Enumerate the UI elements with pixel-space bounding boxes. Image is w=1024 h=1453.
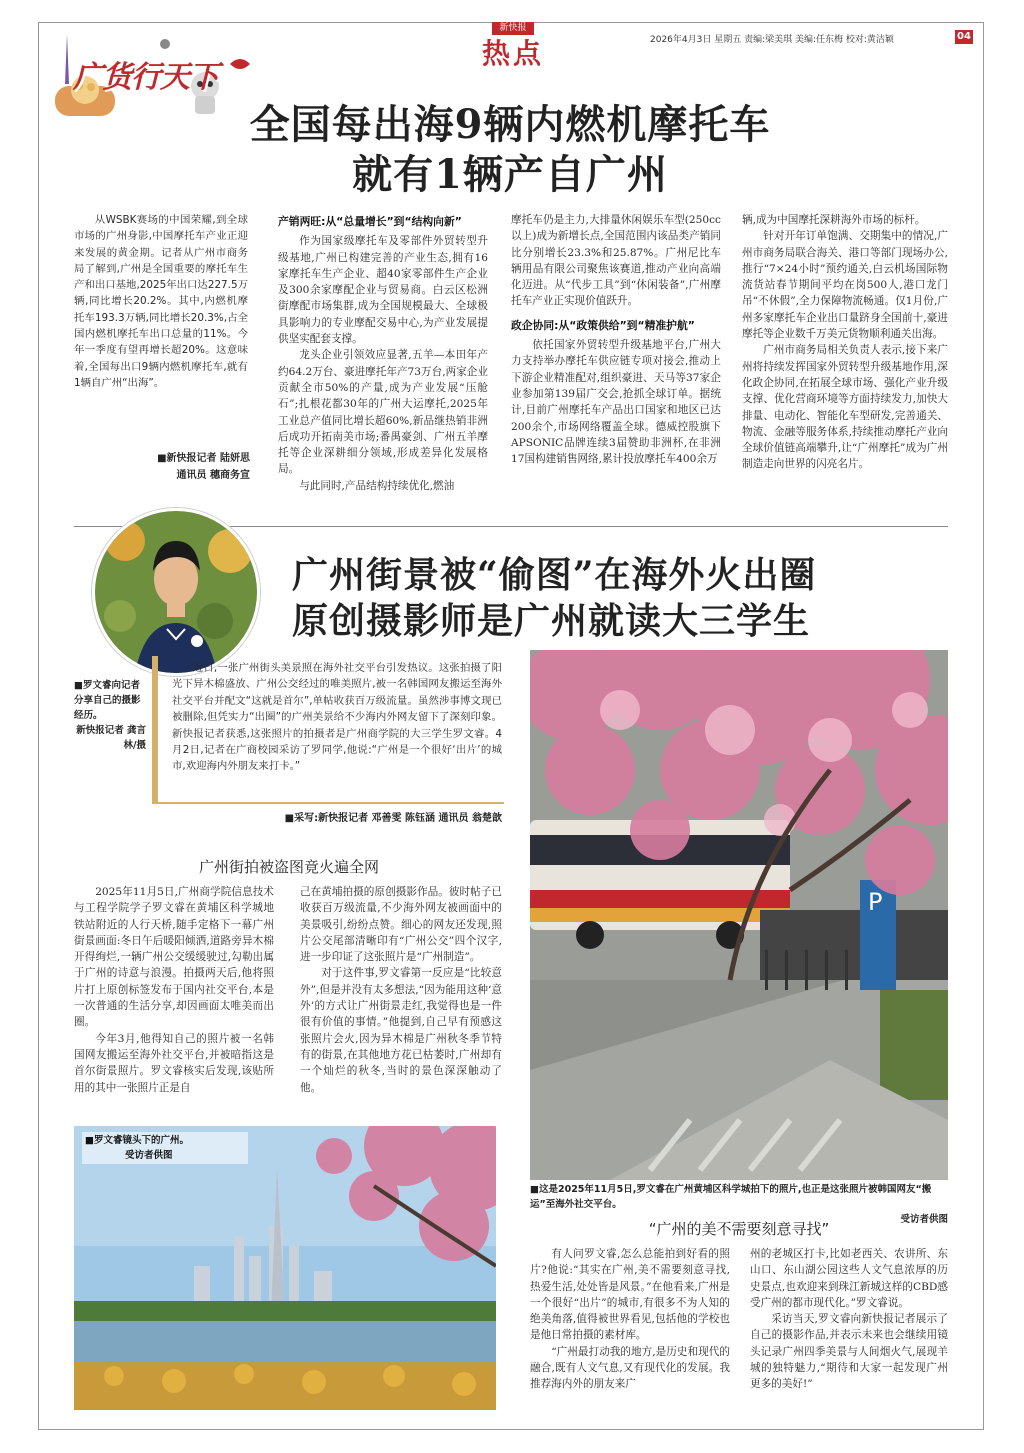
skyline-photo-art [74, 1126, 496, 1410]
story2-r1-p1: 有人问罗文睿,怎么总能拍到好看的照片?他说:“其实在广州,美不需要刻意寻找,热爱生活,处处皆是风景。”在他看来,广州是一个很好“出片”的城市,有很多不为人知的绝美角落,值得被世界看见,包括他的学校也是他日常拍摄的素材库。 [530, 1248, 730, 1342]
story2-r2-p2: 采访当天,罗文睿向新快报记者展示了自己的摄影作品,并表示未来也会继续用镜头记录广州四季美景与人间烟火气,展现羊城的独特魅力,“期待和大家一起发现广州更多的美好!” [750, 1313, 948, 1391]
svg-text:P: P [868, 888, 883, 916]
street-photo [530, 650, 948, 1180]
story2-left-col [74, 884, 274, 1096]
story2-headline-line1: 广州街景被“偷图”在海外火出圈 [292, 554, 817, 596]
story2-byline: ■采写:新快报记者 邓善雯 陈钰涵 通讯员 翁楚歆 [284, 813, 502, 824]
story2-right-col2 [750, 1246, 948, 1393]
street-photo-credit: 受访者供图 [900, 1214, 948, 1225]
story1-col2 [278, 212, 488, 494]
story1-col4-p3: 广州市商务局相关负责人表示,接下来广州将持续发挥国家外贸转型升级基地作用,深化政企协同,在拓展全球市场、强化产业升级支撑、优化营商环境等方面持续发力,加快大排量、电动化、智能化车型研发,完善通关、物流、金融等服务体系,持续推动摩托产业向全球价值链高端攀升,让“广州摩托”成为广州制造走向世界的闪亮名片。 [742, 344, 948, 471]
story2-headline-line2: 原创摄影师是广州就读大三学生 [292, 600, 811, 642]
skyline-caption [82, 1132, 248, 1164]
skyline-caption-text: ■罗文睿镜头下的广州。 [85, 1135, 189, 1146]
portrait-art [95, 511, 257, 673]
story1-byline [120, 450, 250, 484]
subhead-stolen-photo: 广州街拍被盗图竟火遍全网 [198, 858, 379, 876]
story2-left-p2: 今年3月,他得知自己的照片被一名韩国网友搬运至海外社交平台,并被暗指这是首尔街景照片。罗文睿核实后发现,该贴所用的其中一张照片正是自 [74, 1032, 274, 1094]
lead-underline [152, 802, 504, 804]
section-tag: 新快报 [492, 22, 534, 35]
story2-mid-p1: 己在黄埔拍摄的原创摄影作品。彼时帖子已收获百万级流量,不少海外网友被画面中的美景吸引,纷纷点赞。细心的网友还发现,照片公交尾部清晰印有“广州公交”四个汉字,进一步印证了这张照片是“广州制造”。 [300, 886, 502, 964]
story1-col3 [511, 212, 721, 467]
skyline-credit: 受访者供图 [125, 1150, 173, 1161]
street-photo-caption-text: ■这是2025年11月5日,罗文睿在广州黄埔区科学城拍下的照片,也正是这张照片被韩国网友“搬运”至海外社交平台。 [530, 1184, 932, 1210]
story2-left-p1: 2025年11月5日,广州商学院信息技术与工程学院学子罗文睿在黄埔区科学城地铁站附近的人行天桥,随手定格下一幕广州街景画面:冬日午后暖阳倾洒,道路旁异木棉开得绚烂,一辆广州公交缓缓驶过,勾勒出属于广州的诗意与浪漫。拍摄两天后,他将照片打上原创标签发布于国内社交平台,本是一次普通的生活分享,却因画面太唯美而出圈。 [74, 886, 274, 1029]
section-title: 热点 [481, 37, 544, 70]
story1-col2-p3: 与此同时,产品结构持续优化,燃油 [299, 479, 455, 492]
story1-col2-p1: 作为国家级摩托车及零部件外贸转型升级基地,广州已构建完善的产业生态,拥有16家摩托车生产企业、超40家零部件生产企业及300余家摩配企业与贸易商。白云区松洲街摩配市场集群,成为全国规模最大、全球极具影响力的专业摩配交易中心,为产业发展提供坚实配套支撑。 [278, 235, 488, 346]
header-info: 2026年4月3日 星期五 责编:梁美琪 美编:任东梅 校对:黄洁颖 [650, 35, 894, 45]
story2-r1-p2: “广州最打动我的地方,是历史和现代的融合,既有人文气息,又有现代化的发展。我推荐海内外的朋友来广 [530, 1345, 730, 1391]
story2-right-col1 [530, 1246, 730, 1393]
story1-col3-p2: 依托国家外贸转型升级基地平台,广州大力支持举办摩托车供应链专项对接会,推动上下游企业精准配对,组织豪进、天马等37家企业参加第139届广交会,抢抓全球订单。据统计,目前广州摩托车产品出口国家和地区已达200余个,市场网络覆盖全球。德威控股旗下APSONIC品牌连续3届赞助非洲杯,在非洲17国构建销售网络,累计投放摩托车400余万 [511, 339, 721, 466]
story2-mid-p2: 对于这件事,罗文睿第一反应是“比较意外”,但是并没有太多想法,“因为能用这种‘意外’的方式让广州街景走红,我觉得也是一件很有价值的事情。”他提到,自己早有预感这张照片会火,因为异木棉是广州秋冬季节特有的街景,在其他地方花已枯萎时,广州却有一个灿烂的秋冬,当时的景色深深触动了他。 [300, 967, 502, 1094]
story1-col3-p1: 摩托车仍是主力,大排量休闲娱乐车型(250cc以上)成为新增长点,全国范围内该品类产销同比分别增长23.3%和25.87%。广州尼比车辆用品有限公司聚焦该赛道,推动产业向高端化迈进。从“代步工具”到“休闲装备”,广州摩托车产业正实现价值跃升。 [511, 214, 721, 308]
subhead-beauty: “广州的美不需要刻意寻找” [648, 1220, 830, 1238]
lead-accent-bar [152, 656, 158, 802]
skyline-photo [74, 1126, 496, 1410]
story1-headline-line1: 全国每出海9辆内燃机摩托车 [249, 101, 771, 148]
story2-lead [172, 660, 502, 775]
portrait-caption-text: ■罗文睿向记者分享自己的摄影经历。 [74, 680, 141, 721]
portrait-credit: 新快报记者 龚言林/摄 [76, 725, 146, 751]
story1-col4 [742, 212, 948, 473]
story1-headline-line2: 就有1辆产自广州 [352, 151, 668, 198]
story1-col2-p2: 龙头企业引领效应显著,五羊—本田年产约64.2万台、豪进摩托年产73万台,两家企业贡献全市50%的产量,成为产业发展“压舱石”;扎根花都30年的广州大运摩托,2025年工业总产值同比增长超60%,新品继热销非洲后成功开拓南美市场;番禺豪剑、广州五羊摩托等企业深耕细分领域,形成差异化发展格局。 [278, 349, 488, 476]
page-number: 04 [955, 30, 973, 44]
portrait-photo [92, 508, 260, 676]
story2-lead-text: 近日,一张广州街头美景照在海外社交平台引发热议。这张拍摄了阳光下异木棉盛放、广州公交经过的唯美照片,被一名韩国网友搬运至海外社交平台并配文“这就是首尔”,单帖收获百万级流量。虽然涉事博文现已被删除,但凭实力“出圈”的广州美景给不少海内外网友留下了深刻印象。新快报记者获悉,这张照片的拍摄者是广州商学院的大三学生罗文睿。4月2日,记者在广商校园采访了罗同学,他说:“广州是一个很好‘出片’的城市,欢迎海内外朋友来打卡。” [172, 662, 502, 773]
story1-lead [74, 212, 248, 391]
story2-r2-p1: 州的老城区打卡,比如老西关、农讲所、东山口、东山湖公园这些人文气息浓厚的历史景点,也欢迎来到珠江新城这样的CBD感受广州的都市现代化。”罗文睿说。 [750, 1248, 948, 1309]
portrait-caption [74, 678, 146, 753]
story1-lead-text: 从WSBK赛场的中国荣耀,到全球市场的广州身影,中国摩托车产业正迎来发展的黄金期。记者从广州市商务局了解到,广州是全国重要的摩托车生产和出口基地,2025年出口达227.5万辆,同比增长20.2%。其中,内燃机摩托车193.3万辆,同比增长20.3%,占全国内燃机摩托车出口总量的11%。今年一季度有望再增长超20%。这意味着,全国每出口9辆内燃机摩托车,就有1辆自广州“出海”。 [74, 214, 248, 389]
story1-subhead2: 政企协同:从“政策供给”到“精准护航” [511, 318, 695, 332]
story1-byline-reporter: ■新快报记者 陆妍思 [157, 453, 250, 464]
story2-mid-col [300, 884, 502, 1096]
brand-title: 广货行天下 [73, 60, 218, 95]
story1-col4-p1: 辆,成为中国摩托深耕海外市场的标杆。 [742, 214, 926, 226]
story1-col4-p2: 针对开年订单饱满、交期集中的情况,广州市商务局联合海关、港口等部门现场办公,推行“7×24小时”预约通关,白云机场国际物流货站春节期间平均在岗500人,港口龙门吊“不休假”,全力保障物流畅通。仅1月份,广州多家摩托车企业出口量跻身全国前十,豪进摩托等企业数千万美元货物顺利通关出海。 [742, 230, 948, 341]
street-photo-art [530, 650, 948, 1180]
story1-byline-correspondent: 通讯员 穗商务宣 [176, 470, 250, 481]
story1-subhead1: 产销两旺:从“总量增长”到“结构向新” [278, 215, 462, 228]
